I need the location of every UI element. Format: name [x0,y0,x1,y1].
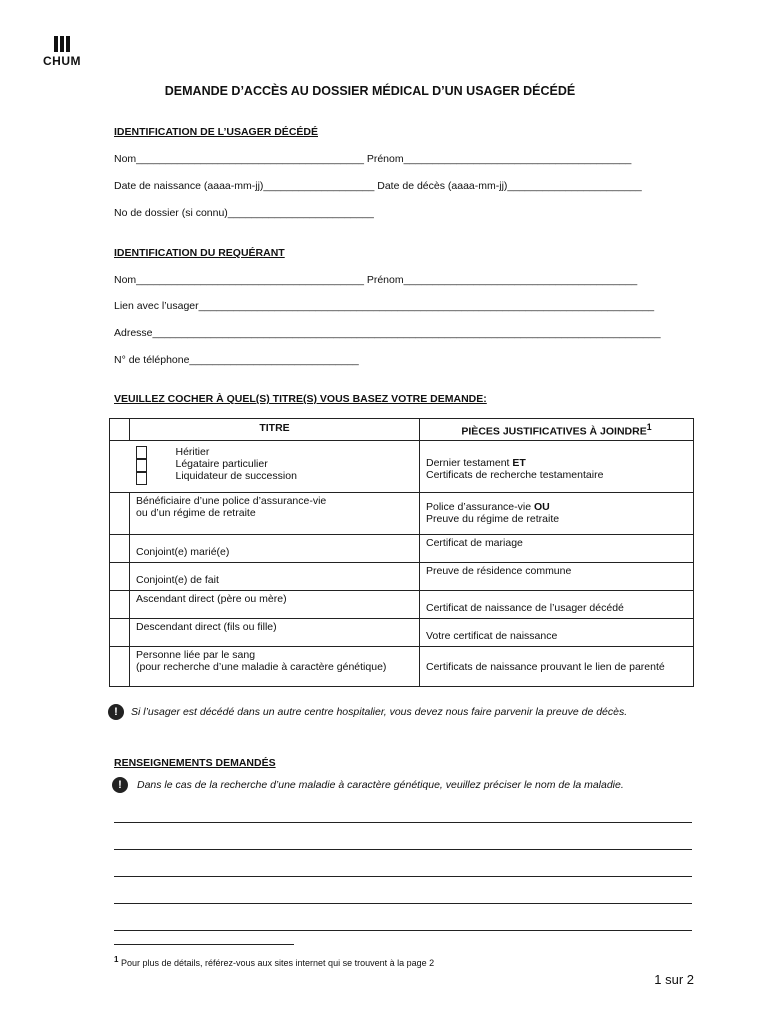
footnote-divider [114,944,294,945]
row-title: Héritier [175,446,210,458]
answer-line[interactable] [114,903,692,904]
table-row [110,535,694,563]
answer-line[interactable] [114,930,692,931]
requester-relationship-line[interactable]: Lien avec l’usager______________________________________________________________________________ [114,300,655,312]
table-row [110,563,694,591]
chum-logo [40,36,84,68]
requester-address-line[interactable]: Adresse_______________________________________________________________________________________ [114,327,661,339]
row-doc: Preuve de résidence commune [420,563,694,591]
requester-section-heading: IDENTIFICATION DU REQUÉRANT [114,247,285,259]
row-title: Liquidateur de succession [175,470,297,482]
deceased-section-heading: IDENTIFICATION DE L’USAGER DÉCÉDÉ [114,126,318,138]
col-title-header: TITRE [130,419,420,441]
answer-line[interactable] [114,849,692,850]
checkbox-liquidateur[interactable] [136,472,147,485]
answer-line[interactable] [114,822,692,823]
deceased-dates-line[interactable]: Date de naissance (aaaa-mm-jj)___________________ Date de décès (aaaa-mm-jj)_______________________ [114,180,642,192]
footnote [114,955,434,968]
genetic-disease-notice: Dans le cas de la recherche d’une maladie à caractère génétique, veuillez préciser le nom de la maladie. [137,779,624,791]
row-doc: Police d’assurance-vie [426,501,534,513]
document-title: DEMANDE D’ACCÈS AU DOSSIER MÉDICAL D’UN USAGER DÉCÉDÉ [164,84,576,98]
warning-icon: ! [108,704,124,720]
row-doc-conjunction: OU [533,501,550,513]
row-title: Bénéficiaire d’une police d’assurance-vie [136,495,327,507]
logo-mark-icon [40,36,84,52]
table-row [110,441,694,493]
footnote-text: Pour plus de détails, référez-vous aux sites internet qui se trouvent à la page 2 [118,958,435,968]
checkbox-legataire[interactable] [136,459,147,472]
answer-line[interactable] [114,876,692,877]
page-number: 1 sur 2 [654,972,694,987]
row-title: Conjoint(e) de fait [130,563,420,591]
basis-table [109,418,694,687]
footnote-ref: 1 [646,422,652,432]
table-row [110,591,694,619]
basis-section-heading: VEUILLEZ COCHER À QUEL(S) TITRE(S) VOUS BASEZ VOTRE DEMANDE: [114,393,487,405]
row-doc: Preuve du régime de retraite [426,513,560,525]
warning-icon: ! [112,777,128,793]
other-hospital-notice: Si l’usager est décédé dans un autre centre hospitalier, vous devez nous faire parvenir la preuve de décès. [131,706,628,718]
table-row [110,647,694,687]
row-title: Descendant direct (fils ou fille) [130,619,420,647]
info-section-heading: RENSEIGNEMENTS DEMANDÉS [114,757,276,769]
row-title: Ascendant direct (père ou mère) [130,591,420,619]
checkbox-heritier[interactable] [136,446,147,459]
deceased-file-number-line[interactable]: No de dossier (si connu)_________________________ [114,207,374,219]
row-title: Personne liée par le sang [136,649,256,661]
row-title: Légataire particulier [175,458,268,470]
logo-text: CHUM [43,54,81,68]
requester-phone-line[interactable]: N° de téléphone_____________________________ [114,354,359,366]
row-doc: Dernier testament [426,457,513,469]
col-docs-header: PIÈCES JUSTIFICATIVES À JOINDRE$^1$ [420,419,694,441]
row-doc: Certificat de mariage [420,535,694,563]
row-title: (pour recherche d’une maladie à caractère génétique) [136,661,387,673]
row-doc-conjunction: ET [512,457,526,469]
table-row [110,493,694,535]
row-doc: Certificat de naissance de l’usager décédé [420,591,694,619]
row-doc: Certificats de naissance prouvant le lien de parenté [420,647,694,687]
row-doc: Votre certificat de naissance [420,619,694,647]
table-row [110,619,694,647]
footnote-mark: 1 [114,955,119,964]
row-title: ou d’un régime de retraite [136,507,256,519]
table-header-row [110,419,694,441]
deceased-name-line[interactable]: Nom_______________________________________ Prénom_______________________________________ [114,153,632,165]
row-title: Conjoint(e) marié(e) [130,535,420,563]
requester-name-line[interactable]: Nom_______________________________________ Prénom________________________________________ [114,274,638,286]
row-doc: Certificats de recherche testamentaire [426,469,604,481]
